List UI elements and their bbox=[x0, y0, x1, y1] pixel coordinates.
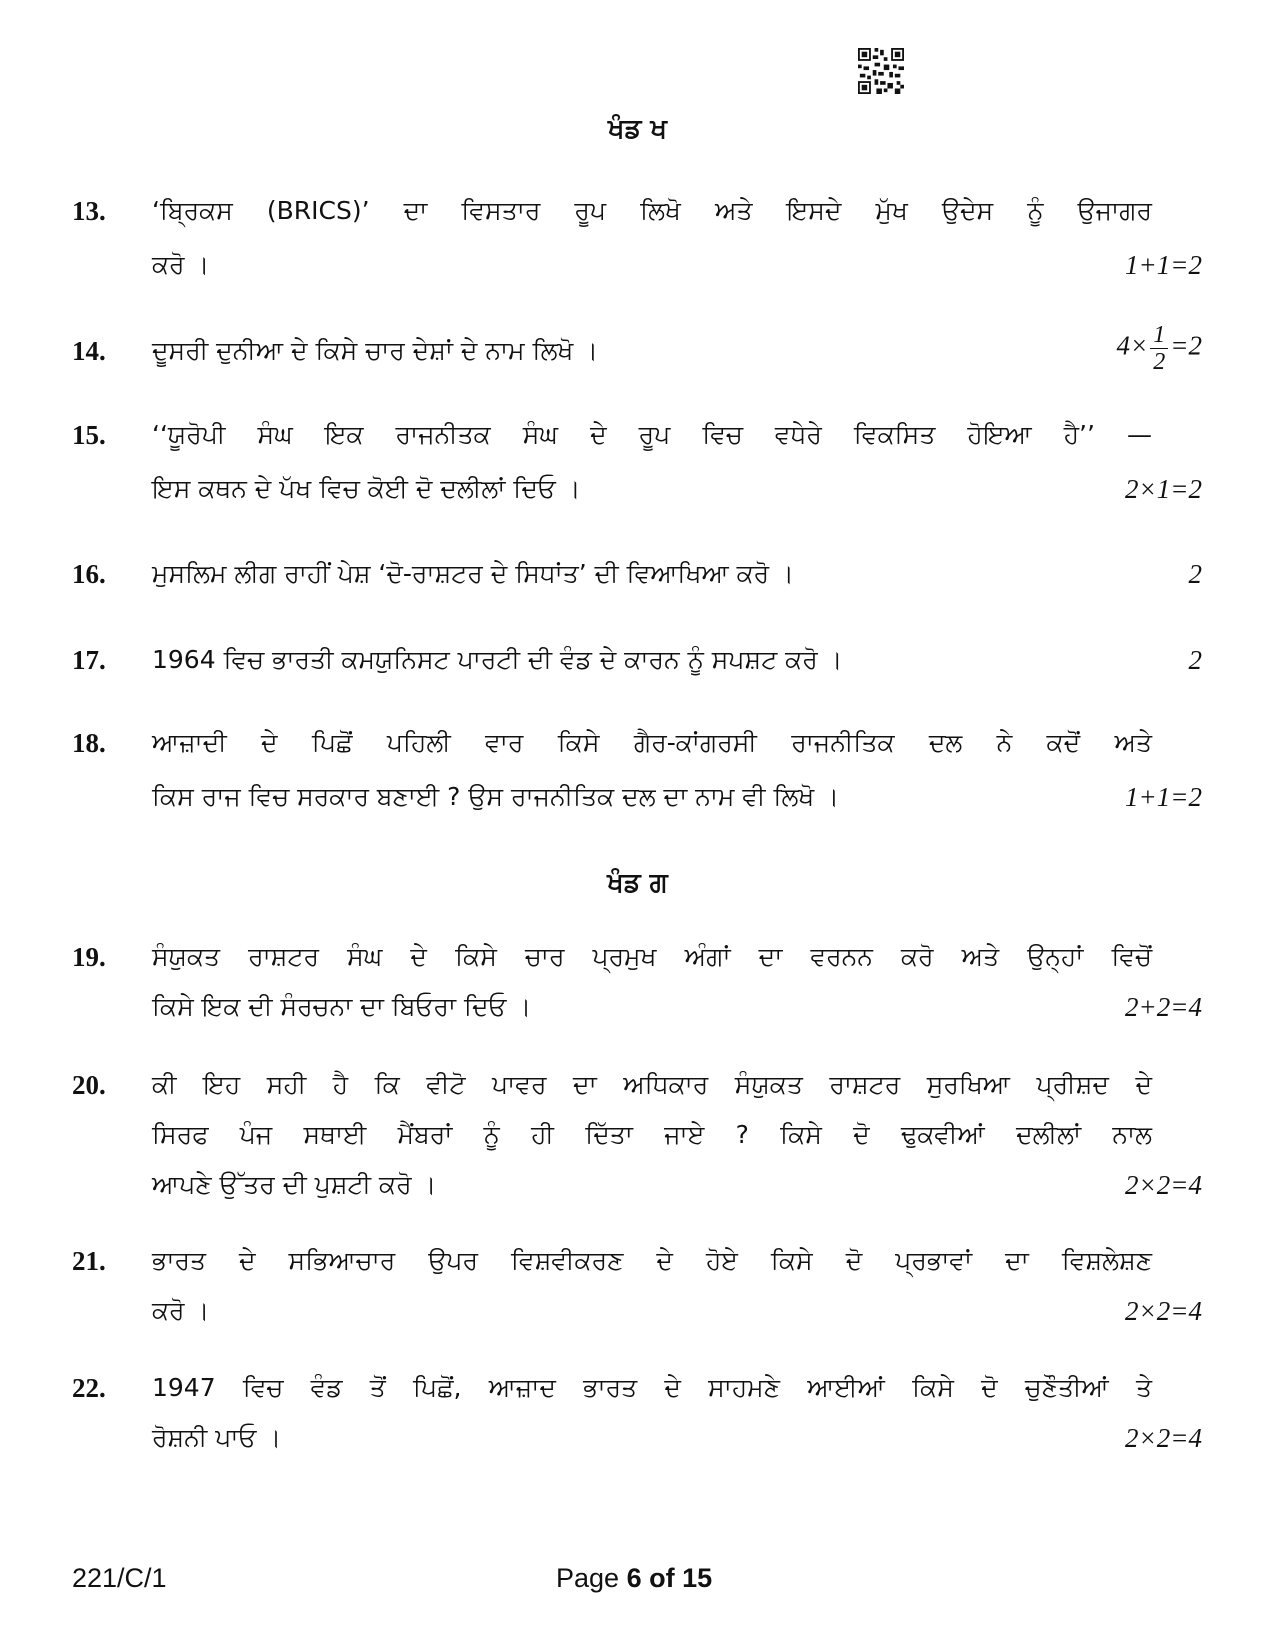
question-marks: 2×2=4 bbox=[1125, 1423, 1202, 1453]
question-text: ਆਪਣੇ ਉੱਤਰ ਦੀ ਪੁਸ਼ਟੀ ਕਰੋ । bbox=[152, 1170, 437, 1199]
total-pages: 15 bbox=[682, 1563, 713, 1593]
current-page: 6 bbox=[626, 1563, 642, 1593]
question-number: 19. bbox=[72, 942, 106, 972]
section-heading: ਖੰਡ ਗ bbox=[607, 868, 668, 898]
question-text: ਕਰੋ । bbox=[152, 1296, 210, 1325]
question-text: ਸਿਰਫ ਪੰਜ ਸਥਾਈ ਮੈਂਬਰਾਂ ਨੂੰ ਹੀ ਦਿੱਤਾ ਜਾਏ ? ਕਿਸੇ ਦੋ ਢੁਕਵੀਆਂ ਦਲੀਲਾਂ ਨਾਲ bbox=[152, 1120, 1152, 1149]
question-text: ਸੰਯੁਕਤ ਰਾਸ਼ਟਰ ਸੰਘ ਦੇ ਕਿਸੇ ਚਾਰ ਪ੍ਰਮੁਖ ਅੰਗਾਂ ਦਾ ਵਰਨਨ ਕਰੋ ਅਤੇ ਉਨ੍ਹਾਂ ਵਿਚੋਂ bbox=[152, 942, 1152, 971]
question-number: 18. bbox=[72, 728, 106, 758]
question-text: 1947 ਵਿਚ ਵੰਡ ਤੋਂ ਪਿਛੋਂ, ਆਜ਼ਾਦ ਭਾਰਤ ਦੇ ਸਾਹਮਣੇ ਆਈਆਂ ਕਿਸੇ ਦੋ ਚੁਣੌਤੀਆਂ ਤੇ bbox=[152, 1373, 1152, 1402]
question-number: 16. bbox=[72, 559, 106, 589]
question-marks: 2×2=4 bbox=[1125, 1296, 1202, 1326]
question-text: ਆਜ਼ਾਦੀ ਦੇ ਪਿਛੋਂ ਪਹਿਲੀ ਵਾਰ ਕਿਸੇ ਗੈਰ-ਕਾਂਗਰਸੀ ਰਾਜਨੀਤਿਕ ਦਲ ਨੇ ਕਦੋਂ ਅਤੇ bbox=[152, 728, 1152, 757]
page-of: of bbox=[641, 1563, 683, 1593]
question-text: ਕਿਸ ਰਾਜ ਵਿਚ ਸਰਕਾਰ ਬਣਾਈ ? ਉਸ ਰਾਜਨੀਤਿਕ ਦਲ ਦਾ ਨਾਮ ਵੀ ਲਿਖੋ । bbox=[152, 782, 840, 811]
question-number: 21. bbox=[72, 1246, 106, 1276]
question-text: ਮੁਸਲਿਮ ਲੀਗ ਰਾਹੀਂ ਪੇਸ਼ ‘ਦੋ-ਰਾਸ਼ਟਰ ਦੇ ਸਿਧਾਂਤ’ ਦੀ ਵਿਆਖਿਆ ਕਰੋ । bbox=[152, 559, 794, 588]
question-text: ਰੋਸ਼ਨੀ ਪਾਓ । bbox=[152, 1423, 282, 1452]
question-marks bbox=[1117, 322, 1202, 375]
question-marks: 1+1=2 bbox=[1125, 250, 1202, 280]
question-text: ਕੀ ਇਹ ਸਹੀ ਹੈ ਕਿ ਵੀਟੋ ਪਾਵਰ ਦਾ ਅਧਿਕਾਰ ਸੰਯੁਕਤ ਰਾਸ਼ਟਰ ਸੁਰਖਿਆ ਪ੍ਰੀਸ਼ਦ ਦੇ bbox=[152, 1070, 1152, 1099]
question-number: 20. bbox=[72, 1070, 106, 1100]
section-heading: ਖੰਡ ਖ bbox=[608, 114, 667, 144]
page-number bbox=[556, 1563, 712, 1594]
question-text: ਭਾਰਤ ਦੇ ਸਭਿਆਚਾਰ ਉਪਰ ਵਿਸ਼ਵੀਕਰਣ ਦੇ ਹੋਏ ਕਿਸੇ ਦੋ ਪ੍ਰਭਾਵਾਂ ਦਾ ਵਿਸ਼ਲੇਸ਼ਣ bbox=[152, 1246, 1152, 1275]
question-number: 14. bbox=[72, 336, 106, 366]
question-text: ‘ਬ੍ਰਿਕਸ (BRICS)’ ਦਾ ਵਿਸਤਾਰ ਰੂਪ ਲਿਖੋ ਅਤੇ ਇਸਦੇ ਮੁੱਖ ਉਦੇਸ ਨੂੰ ਉਜਾਗਰ bbox=[152, 196, 1152, 225]
question-marks: 2×2=4 bbox=[1125, 1170, 1202, 1200]
question-marks: 2 bbox=[1188, 645, 1202, 675]
question-text: ਕਰੋ । bbox=[152, 250, 210, 279]
question-number: 17. bbox=[72, 645, 106, 675]
question-number: 22. bbox=[72, 1373, 106, 1403]
qr-code-icon bbox=[858, 48, 904, 94]
marks-prefix: 4× bbox=[1116, 330, 1149, 361]
question-number: 13. bbox=[72, 196, 106, 226]
question-number: 15. bbox=[72, 420, 106, 450]
question-text: ‘‘ਯੂਰੋਪੀ ਸੰਘ ਇਕ ਰਾਜਨੀਤਕ ਸੰਘ ਦੇ ਰੂਪ ਵਿਚ ਵਧੇਰੇ ਵਿਕਸਿਤ ਹੋਇਆ ਹੈ’’ — bbox=[152, 420, 1152, 449]
question-text: 1964 ਵਿਚ ਭਾਰਤੀ ਕਮਯੁਨਿਸਟ ਪਾਰਟੀ ਦੀ ਵੰਡ ਦੇ ਕਾਰਨ ਨੂੰ ਸਪਸ਼ਟ ਕਰੋ । bbox=[152, 645, 843, 674]
fraction bbox=[1150, 322, 1168, 375]
question-marks: 1+1=2 bbox=[1125, 782, 1202, 812]
question-marks: 2×1=2 bbox=[1125, 474, 1202, 504]
paper-code: 221/C/1 bbox=[72, 1563, 167, 1593]
page-prefix: Page bbox=[556, 1563, 627, 1593]
question-marks: 2+2=4 bbox=[1125, 992, 1202, 1022]
marks-suffix: =2 bbox=[1170, 330, 1202, 361]
fraction-denominator: 2 bbox=[1153, 349, 1166, 375]
question-marks: 2 bbox=[1188, 559, 1202, 589]
question-text: ਕਿਸੇ ਇਕ ਦੀ ਸੰਰਚਨਾ ਦਾ ਬਿਓਰਾ ਦਿਓ । bbox=[152, 992, 532, 1021]
question-text: ਦੂਸਰੀ ਦੁਨੀਆ ਦੇ ਕਿਸੇ ਚਾਰ ਦੇਸ਼ਾਂ ਦੇ ਨਾਮ ਲਿਖੋ । bbox=[152, 336, 599, 365]
question-text: ਇਸ ਕਥਨ ਦੇ ਪੱਖ ਵਿਚ ਕੋਈ ਦੋ ਦਲੀਲਾਂ ਦਿਓ । bbox=[152, 474, 581, 503]
fraction-numerator: 1 bbox=[1153, 322, 1166, 348]
